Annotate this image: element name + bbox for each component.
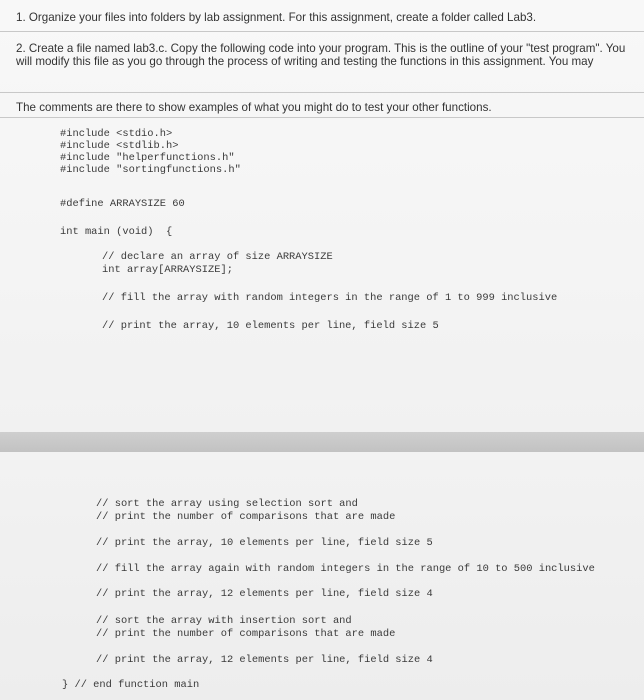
instruction-step-2: 2. Create a file named lab3.c. Copy the following code into your program. This is the outline of your "test program". You will modify this file as you go through the process of writing and testing the functions in this assignment. You may	[16, 42, 626, 68]
code-include-stdio: #include <stdio.h>	[60, 128, 173, 140]
page-break-band	[0, 432, 644, 452]
code-main-signature: int main (void) {	[60, 226, 173, 238]
divider-2	[0, 92, 644, 93]
code-insertion-comment-1: // sort the array with insertion sort and	[96, 615, 352, 627]
code-include-sorting: #include "sortingfunctions.h"	[60, 164, 241, 176]
code-print-comment-2: // print the array, 10 elements per line, field size 5	[96, 537, 433, 549]
code-define: #define ARRAYSIZE 60	[60, 198, 185, 210]
code-end-main: } // end function main	[62, 679, 200, 691]
code-insertion-comment-2: // print the number of comparisons that are made	[96, 628, 396, 640]
code-include-stdlib: #include <stdlib.h>	[60, 140, 179, 152]
code-fill-comment: // fill the array with random integers in the range of 1 to 999 inclusive	[102, 292, 558, 304]
code-print-comment-4: // print the array, 12 elements per line, field size 4	[96, 654, 433, 666]
comments-note: The comments are there to show examples of what you might do to test your other functions.	[16, 101, 492, 114]
code-selection-comment-2: // print the number of comparisons that are made	[96, 511, 396, 523]
code-include-helper: #include "helperfunctions.h"	[60, 152, 235, 164]
code-print-comment-3: // print the array, 12 elements per line, field size 4	[96, 588, 433, 600]
code-declare-statement: int array[ARRAYSIZE];	[102, 264, 233, 276]
code-declare-comment: // declare an array of size ARRAYSIZE	[102, 251, 333, 263]
divider-3	[0, 117, 644, 118]
code-fill-again-comment: // fill the array again with random integers in the range of 10 to 500 inclusive	[96, 563, 595, 575]
code-selection-comment-1: // sort the array using selection sort and	[96, 498, 358, 510]
instruction-step-1: 1. Organize your files into folders by lab assignment. For this assignment, create a folder called Lab3.	[16, 11, 537, 24]
code-print-comment-1: // print the array, 10 elements per line, field size 5	[102, 320, 439, 332]
divider-1	[0, 31, 644, 32]
